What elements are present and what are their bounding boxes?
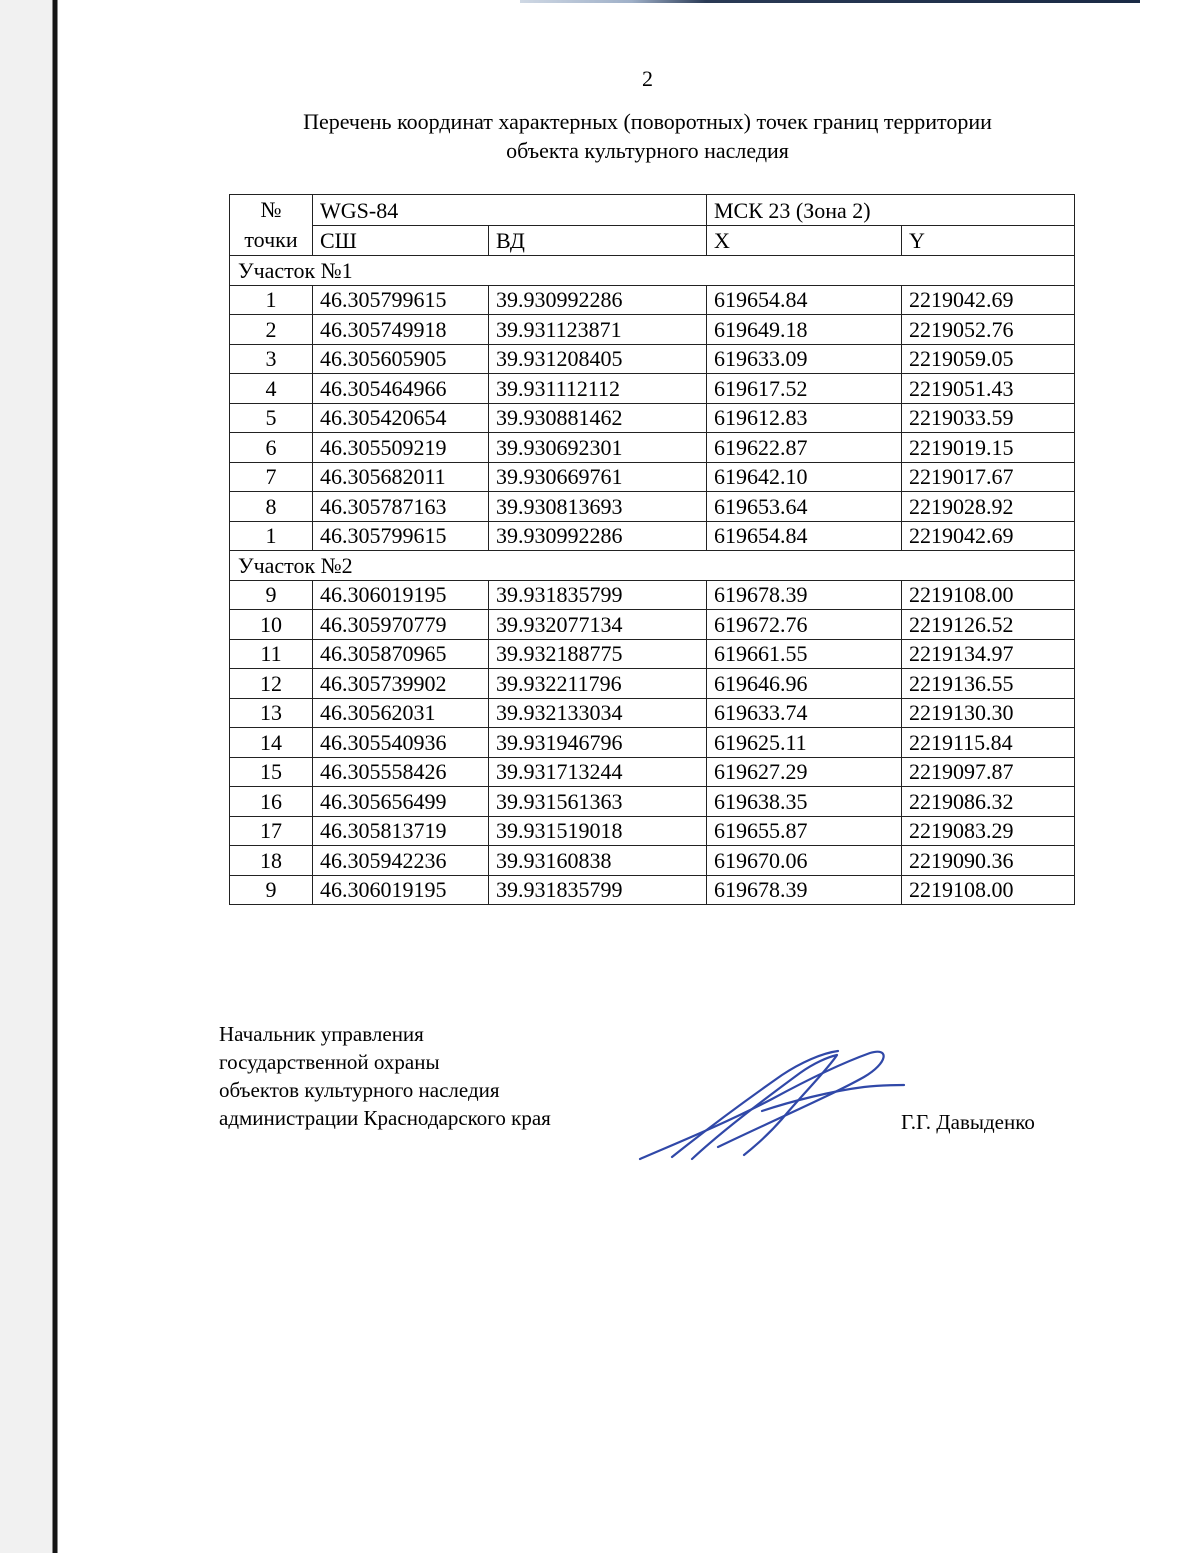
y-cell: 2219126.52 [902,610,1075,640]
table-row [230,492,1075,522]
point-number-cell: 6 [230,433,313,463]
latitude-cell: 46.305799615 [313,521,489,551]
scan-binding-edge [0,0,58,1553]
y-cell: 2219130.30 [902,698,1075,728]
y-cell: 2219051.43 [902,374,1075,404]
x-cell: 619612.83 [707,403,902,433]
y-header: Y [902,225,1075,256]
document-title [140,107,1155,165]
x-cell: 619627.29 [707,757,902,787]
signatory-position-line-2: государственной охраны [219,1050,440,1074]
point-number-cell: 16 [230,787,313,817]
point-number-cell: 9 [230,875,313,905]
x-cell: 619633.09 [707,344,902,374]
table-row [230,521,1075,551]
signatory-position [219,1020,551,1132]
y-cell: 2219052.76 [902,315,1075,345]
point-number-cell: 18 [230,846,313,876]
point-number-cell: 2 [230,315,313,345]
point-number-cell: 13 [230,698,313,728]
y-cell: 2219019.15 [902,433,1075,463]
x-cell: 619654.84 [707,521,902,551]
x-cell: 619653.64 [707,492,902,522]
latitude-cell: 46.305540936 [313,728,489,758]
coordinates-table [229,194,1075,905]
latitude-cell: 46.30562031 [313,698,489,728]
x-cell: 619661.55 [707,639,902,669]
latitude-cell: 46.305942236 [313,846,489,876]
section-title: Участок №2 [230,551,1075,581]
y-cell: 2219033.59 [902,403,1075,433]
longitude-cell: 39.931713244 [489,757,707,787]
x-cell: 619642.10 [707,462,902,492]
longitude-cell: 39.930992286 [489,521,707,551]
point-number-cell: 1 [230,521,313,551]
signatory-position-line-4: администрации Краснодарского края [219,1106,551,1130]
signatory-position-line-3: объектов культурного наследия [219,1078,500,1102]
longitude-header: ВД [489,225,707,256]
y-cell: 2219134.97 [902,639,1075,669]
table-row [230,757,1075,787]
longitude-cell: 39.931561363 [489,787,707,817]
wgs84-header: WGS-84 [313,195,707,226]
document-title-line-1: Перечень координат характерных (поворотных) точек границ территории [303,109,992,134]
signature-strokes [640,1051,904,1159]
x-header: X [707,225,902,256]
table-row [230,462,1075,492]
point-number-cell: 11 [230,639,313,669]
latitude-cell: 46.305420654 [313,403,489,433]
longitude-cell: 39.931946796 [489,728,707,758]
x-cell: 619622.87 [707,433,902,463]
table-row [230,610,1075,640]
point-number-cell: 7 [230,462,313,492]
table-row [230,344,1075,374]
x-cell: 619625.11 [707,728,902,758]
signature-stroke [762,1085,904,1111]
x-cell: 619655.87 [707,816,902,846]
latitude-cell: 46.305870965 [313,639,489,669]
table-row [230,374,1075,404]
y-cell: 2219059.05 [902,344,1075,374]
latitude-header: СШ [313,225,489,256]
longitude-cell: 39.932133034 [489,698,707,728]
table-row [230,580,1075,610]
section-header-row [230,551,1075,581]
x-cell: 619633.74 [707,698,902,728]
longitude-cell: 39.930669761 [489,462,707,492]
latitude-cell: 46.306019195 [313,875,489,905]
coordinates-table-body [230,195,1075,905]
table-row [230,816,1075,846]
y-cell: 2219136.55 [902,669,1075,699]
longitude-cell: 39.931835799 [489,580,707,610]
x-cell: 619670.06 [707,846,902,876]
table-row [230,639,1075,669]
longitude-cell: 39.931208405 [489,344,707,374]
point-number-cell: 1 [230,285,313,315]
table-row [230,846,1075,876]
table-row [230,698,1075,728]
point-number-cell: 15 [230,757,313,787]
point-number-cell: 4 [230,374,313,404]
table-header-row-2 [230,225,1075,256]
latitude-cell: 46.305799615 [313,285,489,315]
table-row [230,285,1075,315]
signatory-position-line-1: Начальник управления [219,1022,424,1046]
x-cell: 619646.96 [707,669,902,699]
latitude-cell: 46.305749918 [313,315,489,345]
longitude-cell: 39.930881462 [489,403,707,433]
table-row [230,875,1075,905]
longitude-cell: 39.932211796 [489,669,707,699]
point-number-header-line-1: № [260,197,282,222]
point-number-cell: 5 [230,403,313,433]
x-cell: 619672.76 [707,610,902,640]
document-title-line-2: объекта культурного наследия [506,138,789,163]
latitude-cell: 46.305739902 [313,669,489,699]
y-cell: 2219042.69 [902,285,1075,315]
latitude-cell: 46.305509219 [313,433,489,463]
longitude-cell: 39.930813693 [489,492,707,522]
x-cell: 619638.35 [707,787,902,817]
point-number-cell: 3 [230,344,313,374]
y-cell: 2219097.87 [902,757,1075,787]
x-cell: 619649.18 [707,315,902,345]
table-row [230,403,1075,433]
y-cell: 2219108.00 [902,580,1075,610]
page-number: 2 [642,66,653,91]
table-row [230,669,1075,699]
longitude-cell: 39.932188775 [489,639,707,669]
longitude-cell: 39.931519018 [489,816,707,846]
signature-stroke [672,1051,838,1157]
y-cell: 2219108.00 [902,875,1075,905]
latitude-cell: 46.305787163 [313,492,489,522]
y-cell: 2219017.67 [902,462,1075,492]
latitude-cell: 46.305813719 [313,816,489,846]
longitude-cell: 39.931835799 [489,875,707,905]
y-cell: 2219090.36 [902,846,1075,876]
latitude-cell: 46.306019195 [313,580,489,610]
longitude-cell: 39.930692301 [489,433,707,463]
latitude-cell: 46.305656499 [313,787,489,817]
latitude-cell: 46.305464966 [313,374,489,404]
longitude-cell: 39.930992286 [489,285,707,315]
point-number-cell: 12 [230,669,313,699]
y-cell: 2219086.32 [902,787,1075,817]
signatory-name: Г.Г. Давыденко [901,1110,1035,1134]
table-row [230,787,1075,817]
section-header-row [230,256,1075,286]
longitude-cell: 39.931123871 [489,315,707,345]
signature-stroke [640,1052,884,1159]
point-number-cell: 9 [230,580,313,610]
point-number-cell: 14 [230,728,313,758]
scan-top-mark [520,0,1140,3]
x-cell: 619678.39 [707,875,902,905]
msk23-header: МСК 23 (Зона 2) [707,195,1075,226]
latitude-cell: 46.305558426 [313,757,489,787]
x-cell: 619678.39 [707,580,902,610]
table-row [230,728,1075,758]
latitude-cell: 46.305605905 [313,344,489,374]
longitude-cell: 39.93160838 [489,846,707,876]
longitude-cell: 39.931112112 [489,374,707,404]
point-number-cell: 17 [230,816,313,846]
table-header-row-1 [230,195,1075,226]
y-cell: 2219042.69 [902,521,1075,551]
point-number-header [230,195,313,256]
table-row [230,315,1075,345]
point-number-header-line-2: точки [244,227,298,252]
point-number-cell: 8 [230,492,313,522]
latitude-cell: 46.305682011 [313,462,489,492]
point-number-cell: 10 [230,610,313,640]
table-row [230,433,1075,463]
x-cell: 619617.52 [707,374,902,404]
y-cell: 2219028.92 [902,492,1075,522]
y-cell: 2219115.84 [902,728,1075,758]
longitude-cell: 39.932077134 [489,610,707,640]
signature-stroke [692,1055,837,1159]
y-cell: 2219083.29 [902,816,1075,846]
section-title: Участок №1 [230,256,1075,286]
x-cell: 619654.84 [707,285,902,315]
handwritten-signature [632,1035,922,1165]
latitude-cell: 46.305970779 [313,610,489,640]
